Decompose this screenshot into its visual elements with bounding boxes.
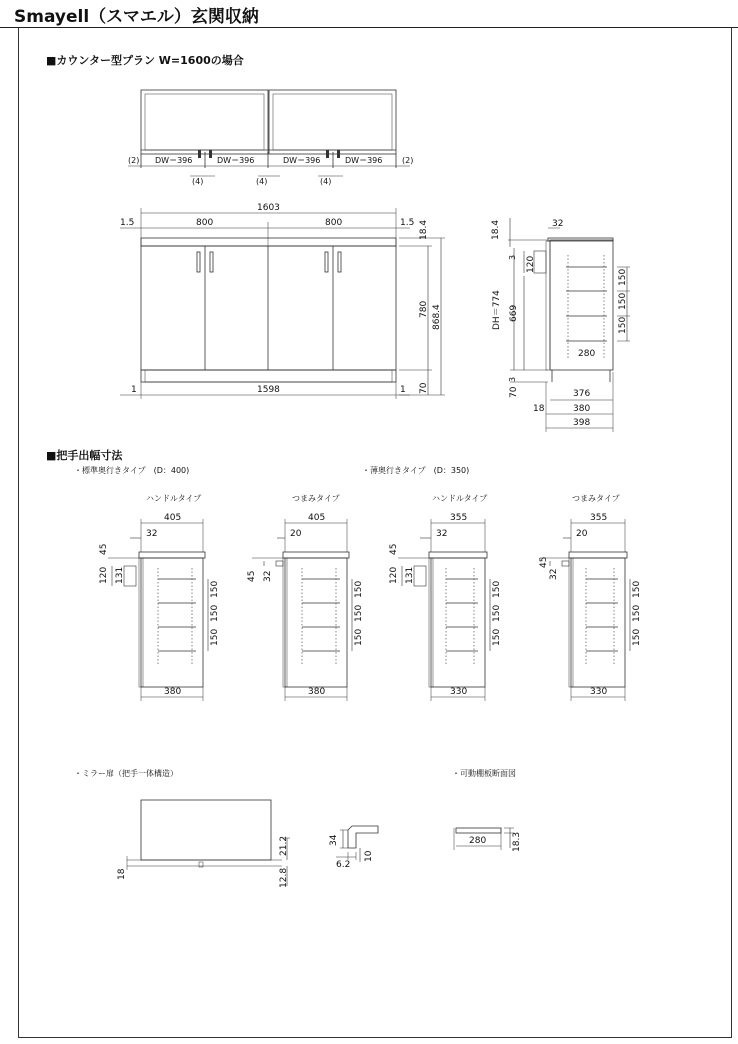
hv4-pitch-2: 150 (632, 604, 642, 622)
mirror-door-body (141, 800, 271, 860)
front-handle (197, 252, 200, 272)
side-view (491, 218, 630, 432)
hv1-pitch-1: 150 (210, 580, 220, 598)
top-view-cabinet-right (269, 90, 396, 154)
hv3-top-offset: 45 (389, 543, 399, 555)
mirror-door-thickness: 18 (117, 868, 127, 880)
hv3-handle-h1: 120 (389, 566, 399, 584)
hv4-top (569, 552, 627, 558)
top-view-dw-2: DW＝396 (217, 156, 255, 165)
side-bottom-gap: 3 (508, 376, 517, 382)
front-base-right: 1 (400, 385, 406, 395)
side-handle-offset: 3 (508, 254, 517, 260)
profile-thickness: 10 (364, 850, 374, 862)
front-right-edge: 1.5 (400, 218, 415, 228)
hv2-body (285, 558, 347, 687)
profile-width: 6.2 (336, 860, 351, 870)
top-view-dw-1: DW＝396 (155, 156, 193, 165)
mirror-door-dim-a-label: 21.2 (279, 835, 289, 856)
front-plinth-height: 70 (419, 382, 429, 394)
hv1-handle (124, 566, 136, 586)
hv3-protrude: 32 (436, 529, 448, 539)
shelf-board (456, 828, 501, 833)
handle-view-standard-handle (99, 513, 220, 701)
hv3-pitch-3: 150 (492, 628, 502, 646)
hv2-width: 405 (308, 513, 326, 523)
top-view-gap-left: (2) (128, 156, 140, 165)
top-view-handle (337, 150, 340, 158)
hv3-width: 355 (450, 513, 468, 523)
top-view-gap-3: (4) (320, 177, 332, 186)
section-plan-title: ■カウンター型プラン W=1600の場合 (46, 54, 244, 67)
shelf-section-label: ・可動棚板断面図 (452, 769, 516, 778)
front-handle (338, 252, 341, 272)
front-base-left: 1 (131, 385, 137, 395)
hv4-depth: 330 (590, 687, 608, 697)
hv2-protrude: 20 (290, 529, 302, 539)
side-pitch-3: 150 (618, 316, 628, 334)
hv2-pitch-1: 150 (354, 580, 364, 598)
mirror-door-dim-b-label: 12.8 (279, 867, 289, 888)
hv2-knob-h: 32 (263, 570, 273, 582)
front-total-height: 868.4 (432, 304, 442, 330)
front-top-thickness: 18.4 (419, 219, 429, 240)
hv3-pitch-1: 150 (492, 580, 502, 598)
hv1-pitch-2: 150 (210, 604, 220, 622)
shelf-cross-section (454, 828, 522, 852)
hv4-protrude: 20 (576, 529, 588, 539)
handle-view-thin-knob (539, 513, 642, 701)
side-shelf-depth: 280 (578, 349, 596, 359)
side-top (548, 238, 613, 241)
hv3-pitch-2: 150 (492, 604, 502, 622)
hv2-top (283, 552, 349, 558)
hv3-body (431, 558, 485, 687)
shelf-thickness: 18.3 (512, 831, 522, 852)
hv1-protrude: 32 (146, 529, 158, 539)
side-pitch-2: 150 (618, 292, 628, 310)
top-view-inner-left (145, 94, 264, 150)
top-view (128, 90, 413, 186)
handle-view-thin-handle (389, 513, 502, 701)
hv2-knob (276, 561, 283, 566)
side-overhang: 32 (552, 219, 564, 229)
hv4-pitch-3: 150 (632, 628, 642, 646)
side-inner-depth: 376 (573, 389, 591, 399)
side-body-depth: 380 (573, 404, 591, 414)
handle-profile-shape (348, 826, 378, 848)
top-view-dw-3: DW＝396 (283, 156, 321, 165)
side-door (546, 241, 550, 370)
hv4-pitch-1: 150 (632, 580, 642, 598)
hv4-knob (562, 561, 569, 566)
front-left-edge: 1.5 (120, 218, 135, 228)
caption-knob-standard: つまみタイプ (292, 494, 340, 503)
top-view-handle (209, 150, 212, 158)
front-body-height: 780 (419, 300, 429, 318)
hv3-top (429, 552, 487, 558)
hv4-body (571, 558, 625, 687)
top-view-handle (198, 150, 201, 158)
hv3-handle-h2: 131 (405, 566, 415, 584)
hv1-width: 405 (164, 513, 182, 523)
side-pitch-1: 150 (618, 268, 628, 286)
hv2-pitch-3: 150 (354, 628, 364, 646)
hv1-top (139, 552, 205, 558)
hv2-pitch-2: 150 (354, 604, 364, 622)
side-plinth: 70 (509, 386, 519, 398)
top-view-handle (326, 150, 329, 158)
side-door-thickness: 18 (533, 404, 545, 414)
hv1-handle-h1: 120 (99, 566, 109, 584)
top-view-gap-1: (4) (192, 177, 204, 186)
handle-view-standard-knob (247, 513, 364, 701)
front-unit-b: 800 (325, 218, 343, 228)
top-view-inner-right (273, 94, 392, 150)
page-title: Smayell（スマエル）玄関収納 (14, 7, 259, 27)
front-body (141, 246, 396, 370)
top-view-gap-right: (2) (402, 156, 414, 165)
side-handle-height: 120 (526, 255, 536, 273)
hv3-depth: 330 (450, 687, 468, 697)
section-handle-title: ■把手出幅寸法 (46, 449, 123, 462)
top-view-cabinet-left (141, 90, 268, 154)
standard-depth-label: ・標準奥行きタイプ (D：400) (74, 466, 190, 475)
top-view-dw-4: DW＝396 (345, 156, 383, 165)
front-total-width: 1603 (257, 203, 280, 213)
caption-handle-thin: ハンドルタイプ (432, 494, 488, 503)
side-top-thickness: 18.4 (491, 219, 501, 240)
side-door-height: DH＝774 (492, 290, 502, 330)
hv1-depth: 380 (164, 687, 182, 697)
hv2-top-offset: 45 (247, 570, 257, 582)
shelf-depth: 280 (469, 836, 487, 846)
front-plinth (141, 370, 396, 382)
hv4-width: 355 (590, 513, 608, 523)
caption-handle-standard: ハンドルタイプ (146, 494, 202, 503)
front-unit-a: 800 (196, 218, 214, 228)
hv3-handle (414, 566, 426, 586)
front-base-width: 1598 (257, 385, 280, 395)
mirror-door-section (117, 800, 290, 888)
profile-height: 34 (329, 834, 339, 846)
front-counter-top (141, 238, 396, 246)
hv1-pitch-3: 150 (210, 628, 220, 646)
thin-depth-label: ・薄奥行きタイプ (D：350) (362, 466, 470, 475)
handle-profile-section (329, 826, 378, 870)
caption-knob-thin: つまみタイプ (572, 494, 620, 503)
mirror-door-label: ・ミラー扉（把手一体構造） (74, 769, 178, 778)
front-handle (325, 252, 328, 272)
side-total-depth: 398 (573, 418, 591, 428)
top-view-gap-2: (4) (256, 177, 268, 186)
hv4-top-offset: 45 (539, 556, 549, 568)
hv4-knob-h: 32 (549, 568, 559, 580)
front-plinth-inner (145, 370, 392, 382)
front-view (120, 203, 445, 399)
front-handle (210, 252, 213, 272)
side-inner-height: 669 (509, 304, 519, 322)
hv2-depth: 380 (308, 687, 326, 697)
hv1-body (141, 558, 203, 687)
hv1-top-offset: 45 (99, 543, 109, 555)
hv1-handle-h2: 131 (115, 566, 125, 584)
